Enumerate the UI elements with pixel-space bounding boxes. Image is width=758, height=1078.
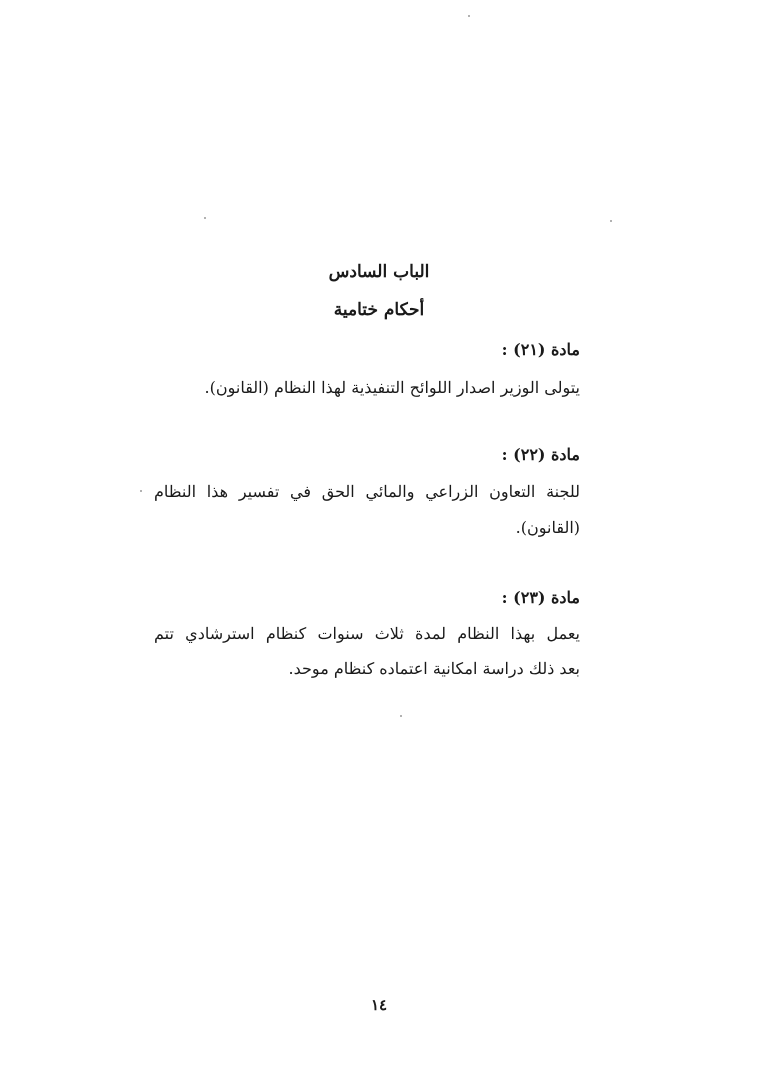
- scan-speck: [610, 220, 612, 222]
- chapter-title: الباب السادس: [328, 262, 430, 282]
- page-number: ١٤: [370, 996, 388, 1014]
- article-22-line-1: للجنة التعاون الزراعي والمائي الحق في تفسير هذا النظام: [154, 482, 580, 501]
- article-23-line-2: بعد ذلك دراسة امكانية اعتماده كنظام موحد.: [288, 659, 580, 678]
- article-22-line-2: (القانون).: [515, 518, 580, 537]
- article-22-title: مادة (٢٢) :: [501, 445, 580, 464]
- article-21-title: مادة (٢١) :: [501, 340, 580, 359]
- scan-speck: [140, 490, 142, 492]
- article-23-line-1: يعمل بهذا النظام لمدة ثلاث سنوات كنظام استرشادي تتم: [154, 624, 580, 643]
- scan-speck: [400, 715, 402, 717]
- scan-speck: [204, 217, 206, 219]
- chapter-subtitle: أحكام ختامية: [333, 300, 425, 320]
- article-23-title: مادة (٢٣) :: [501, 588, 580, 607]
- scan-speck: [468, 15, 470, 17]
- article-21-line-1: يتولى الوزير اصدار اللوائح التنفيذية لهذا النظام (القانون).: [204, 378, 580, 397]
